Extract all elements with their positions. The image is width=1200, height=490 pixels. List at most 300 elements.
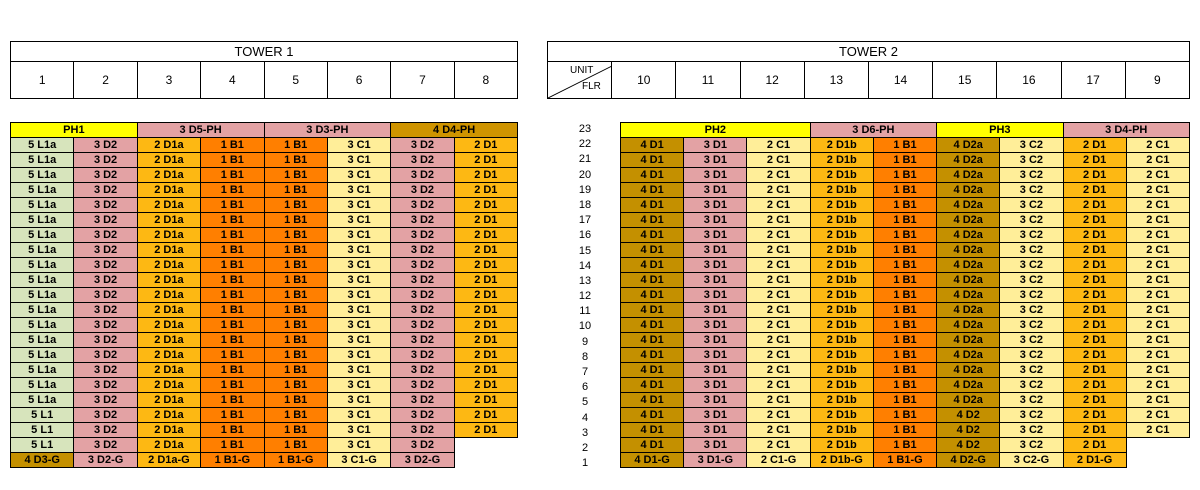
- unit-cell: 2 D1: [1063, 348, 1126, 363]
- floor-row: [621, 183, 1190, 198]
- unit-cell: 2 D1b: [810, 303, 873, 318]
- unit-cell: 1 B1: [873, 363, 936, 378]
- floor-number: 10: [578, 320, 592, 333]
- unit-cell: 2 D1b: [810, 363, 873, 378]
- unit-cell: 3 C2: [1000, 168, 1063, 183]
- unit-cell: 2 C1: [747, 213, 810, 228]
- unit-cell: 2 D1: [1063, 183, 1126, 198]
- unit-cell: 2 C1-G: [747, 453, 810, 468]
- unit-cell: 2 D1b-G: [810, 453, 873, 468]
- unit-cell: 2 D1: [454, 363, 517, 378]
- unit-cell: 5 L1a: [11, 348, 74, 363]
- floor-number: 13: [578, 274, 592, 287]
- unit-cell: 3 D2: [391, 198, 454, 213]
- floor-number: 20: [578, 168, 592, 181]
- unit-cell: 4 D1: [621, 213, 684, 228]
- unit-cell: 2 D1a: [137, 198, 200, 213]
- unit-cell: 2 D1: [1063, 168, 1126, 183]
- unit-cell: 3 D2: [391, 303, 454, 318]
- floor-number: 6: [581, 381, 589, 394]
- unit-cell: 1 B1: [873, 168, 936, 183]
- tower1-unit-grid: [10, 122, 518, 468]
- unit-cell: 1 B1: [873, 393, 936, 408]
- unit-cell: 2 D1b: [810, 273, 873, 288]
- unit-cell: 3 C1: [327, 348, 390, 363]
- floor-row: [11, 213, 518, 228]
- floor-row: [11, 423, 518, 438]
- unit-cell: 1 B1: [264, 288, 327, 303]
- unit-cell: 3 D2: [74, 273, 137, 288]
- unit-cell: 2 D1: [1063, 303, 1126, 318]
- unit-cell: 2 D1a: [137, 423, 200, 438]
- unit-cell: 3 C2: [1000, 348, 1063, 363]
- floor-number: 14: [578, 259, 592, 272]
- unit-cell: 3 D2: [391, 273, 454, 288]
- floor-row: [621, 348, 1190, 363]
- unit-group-header: 3 D4-PH: [1063, 123, 1189, 138]
- unit-cell: 3 C2: [1000, 273, 1063, 288]
- unit-cell: 5 L1a: [11, 153, 74, 168]
- unit-cell: 2 D1: [1063, 243, 1126, 258]
- unit-cell: 1 B1: [873, 303, 936, 318]
- empty-cell: [454, 453, 517, 468]
- unit-cell: 1 B1: [201, 288, 264, 303]
- unit-cell: 3 D1-G: [684, 453, 747, 468]
- unit-cell: 1 B1: [201, 348, 264, 363]
- unit-cell: 1 B1: [264, 243, 327, 258]
- unit-cell: 4 D2a: [937, 198, 1000, 213]
- unit-cell: 2 C1: [1126, 348, 1189, 363]
- unit-cell: 1 B1: [264, 318, 327, 333]
- unit-cell: 1 B1: [873, 438, 936, 453]
- floor-row: [11, 243, 518, 258]
- tower1-header: [10, 41, 518, 99]
- unit-cell: 3 C1: [327, 273, 390, 288]
- unit-cell: 3 D1: [684, 243, 747, 258]
- floor-row: [11, 408, 518, 423]
- floor-number: 7: [581, 366, 589, 378]
- unit-cell: 2 D1b: [810, 258, 873, 273]
- unit-cell: 3 D2: [391, 348, 454, 363]
- unit-cell: 3 D1: [684, 258, 747, 273]
- floor-row: [11, 273, 518, 288]
- unit-group-header: 4 D4-PH: [391, 123, 518, 138]
- unit-cell: 1 B1: [873, 153, 936, 168]
- empty-cell: [454, 438, 517, 453]
- unit-cell: 3 C1: [327, 153, 390, 168]
- tower1-column-number: 4: [201, 62, 264, 99]
- unit-cell: 2 D1: [454, 198, 517, 213]
- unit-cell: 1 B1: [873, 318, 936, 333]
- unit-cell: 3 D2: [391, 423, 454, 438]
- unit-cell: 5 L1a: [11, 318, 74, 333]
- unit-cell: 3 C2: [1000, 423, 1063, 438]
- unit-cell: 2 C1: [747, 258, 810, 273]
- unit-cell: 1 B1: [873, 213, 936, 228]
- unit-cell: 4 D1: [621, 258, 684, 273]
- unit-cell: 5 L1a: [11, 393, 74, 408]
- unit-cell: 3 D2: [74, 183, 137, 198]
- unit-group-header: PH2: [621, 123, 811, 138]
- unit-cell: 4 D2a: [937, 378, 1000, 393]
- floor-row: [11, 453, 518, 468]
- unit-cell: 2 C1: [1126, 423, 1189, 438]
- unit-floor-corner: [548, 62, 612, 99]
- unit-cell: 1 B1: [201, 438, 264, 453]
- unit-cell: 3 D2: [74, 258, 137, 273]
- unit-cell: 2 C1: [747, 168, 810, 183]
- unit-cell: 1 B1: [873, 348, 936, 363]
- unit-cell: 3 D1: [684, 153, 747, 168]
- unit-cell: 2 C1: [1126, 258, 1189, 273]
- unit-cell: 4 D2a: [937, 183, 1000, 198]
- unit-cell: 3 C2: [1000, 288, 1063, 303]
- floor-number: 21: [578, 153, 592, 166]
- unit-cell: 5 L1a: [11, 168, 74, 183]
- unit-cell: 1 B1: [201, 318, 264, 333]
- unit-cell: 3 D1: [684, 348, 747, 363]
- floor-number: 18: [578, 198, 592, 211]
- unit-cell: 4 D2a: [937, 393, 1000, 408]
- unit-cell: 2 C1: [747, 243, 810, 258]
- unit-cell: 3 D2: [391, 153, 454, 168]
- unit-cell: 2 D1a: [137, 378, 200, 393]
- unit-cell: 3 C1: [327, 213, 390, 228]
- unit-cell: 1 B1: [264, 228, 327, 243]
- unit-cell: 3 D1: [684, 333, 747, 348]
- unit-cell: 2 D1: [1063, 273, 1126, 288]
- unit-cell: 2 C1: [1126, 408, 1189, 423]
- unit-cell: 3 D2: [74, 198, 137, 213]
- unit-cell: 2 D1: [1063, 408, 1126, 423]
- unit-cell: 3 D1: [684, 288, 747, 303]
- unit-cell: 4 D1: [621, 363, 684, 378]
- unit-cell: 1 B1: [873, 138, 936, 153]
- floor-number: 1: [581, 457, 589, 470]
- floor-number: 9: [581, 335, 589, 348]
- unit-cell: 1 B1: [873, 423, 936, 438]
- tower2-column-number: 10: [612, 62, 676, 99]
- unit-cell: 1 B1-G: [264, 453, 327, 468]
- unit-cell: 4 D1: [621, 273, 684, 288]
- floor-row: [11, 393, 518, 408]
- unit-cell: 1 B1-G: [201, 453, 264, 468]
- unit-cell: 3 C1: [327, 288, 390, 303]
- floor-number: 12: [578, 290, 592, 303]
- unit-cell: 3 C2: [1000, 318, 1063, 333]
- unit-cell: 2 D1: [454, 333, 517, 348]
- unit-cell: 4 D2a: [937, 348, 1000, 363]
- floor-row: [11, 318, 518, 333]
- unit-cell: 3 D2: [74, 213, 137, 228]
- unit-cell: 2 D1-G: [1063, 453, 1126, 468]
- floor-row: [621, 393, 1190, 408]
- unit-cell: 3 D2: [391, 213, 454, 228]
- floor-number: 19: [578, 183, 592, 196]
- unit-cell: 2 C1: [747, 138, 810, 153]
- corner-flr-label: FLR: [582, 81, 601, 92]
- unit-cell: 2 D1b: [810, 183, 873, 198]
- unit-cell: 5 L1a: [11, 303, 74, 318]
- unit-cell: 4 D1: [621, 138, 684, 153]
- unit-cell: 3 C1: [327, 243, 390, 258]
- unit-cell: 3 C2: [1000, 183, 1063, 198]
- floor-row: [621, 168, 1190, 183]
- unit-cell: 3 D1: [684, 378, 747, 393]
- unit-cell: 4 D1-G: [621, 453, 684, 468]
- unit-cell: 4 D1: [621, 243, 684, 258]
- unit-cell: 3 C2: [1000, 153, 1063, 168]
- unit-cell: 4 D2a: [937, 258, 1000, 273]
- unit-cell: 1 B1: [873, 198, 936, 213]
- unit-cell: 3 C1: [327, 318, 390, 333]
- unit-cell: 2 D1b: [810, 228, 873, 243]
- unit-cell: 2 D1a: [137, 348, 200, 363]
- unit-cell: 1 B1: [264, 258, 327, 273]
- unit-cell: 2 D1: [1063, 213, 1126, 228]
- tower1-column-number: 2: [74, 62, 137, 99]
- unit-cell: 3 D1: [684, 318, 747, 333]
- unit-cell: 3 D1: [684, 393, 747, 408]
- unit-cell: 3 C1: [327, 378, 390, 393]
- unit-cell: 1 B1: [264, 393, 327, 408]
- unit-cell: 2 D1a: [137, 303, 200, 318]
- unit-cell: 4 D1: [621, 228, 684, 243]
- unit-cell: 4 D1: [621, 378, 684, 393]
- unit-cell: 3 C2: [1000, 363, 1063, 378]
- unit-cell: 5 L1a: [11, 138, 74, 153]
- unit-cell: 2 C1: [747, 198, 810, 213]
- tower2-unit-grid: [620, 122, 1190, 468]
- floor-number: 23: [578, 123, 592, 135]
- unit-cell: 4 D1: [621, 408, 684, 423]
- tower2-column-number: 14: [868, 62, 932, 99]
- unit-cell: 2 C1: [1126, 228, 1189, 243]
- floor-row: [621, 258, 1190, 273]
- unit-cell: 5 L1a: [11, 288, 74, 303]
- unit-cell: 2 D1b: [810, 348, 873, 363]
- unit-cell: 4 D1: [621, 318, 684, 333]
- unit-cell: 3 D2: [391, 438, 454, 453]
- unit-cell: 2 C1: [1126, 393, 1189, 408]
- floor-number: 8: [581, 350, 589, 363]
- unit-cell: 4 D1: [621, 153, 684, 168]
- corner-unit-label: UNIT: [570, 65, 594, 76]
- unit-cell: 1 B1: [201, 363, 264, 378]
- unit-cell: 1 B1: [264, 183, 327, 198]
- unit-cell: 1 B1: [264, 138, 327, 153]
- unit-cell: 4 D2a: [937, 288, 1000, 303]
- floor-row: [11, 168, 518, 183]
- unit-cell: 5 L1: [11, 438, 74, 453]
- unit-cell: 4 D2a: [937, 153, 1000, 168]
- floor-row: [621, 438, 1190, 453]
- floor-row: [11, 198, 518, 213]
- unit-cell: 2 D1b: [810, 168, 873, 183]
- unit-cell: 2 D1: [454, 168, 517, 183]
- unit-cell: 5 L1a: [11, 273, 74, 288]
- unit-cell: 3 C1: [327, 258, 390, 273]
- unit-cell: 2 D1a: [137, 408, 200, 423]
- unit-cell: 3 D2: [74, 138, 137, 153]
- unit-cell: 4 D2a: [937, 228, 1000, 243]
- unit-cell: 1 B1: [201, 213, 264, 228]
- unit-cell: 4 D1: [621, 303, 684, 318]
- floor-row: [621, 318, 1190, 333]
- unit-cell: 2 C1: [1126, 288, 1189, 303]
- tower2-column-number: 9: [1125, 62, 1189, 99]
- unit-cell: 4 D2: [937, 408, 1000, 423]
- unit-cell: 1 B1: [264, 213, 327, 228]
- unit-cell: 3 D2: [391, 378, 454, 393]
- tower1-column-number: 1: [11, 62, 74, 99]
- floor-row: [11, 228, 518, 243]
- floor-row: [621, 228, 1190, 243]
- unit-cell: 3 D2: [391, 408, 454, 423]
- unit-cell: 1 B1: [873, 273, 936, 288]
- unit-cell: 2 C1: [747, 273, 810, 288]
- unit-cell: 1 B1: [201, 138, 264, 153]
- unit-cell: 4 D2a: [937, 363, 1000, 378]
- unit-cell: 2 C1: [1126, 183, 1189, 198]
- unit-cell: 1 B1: [873, 408, 936, 423]
- unit-cell: 1 B1: [873, 228, 936, 243]
- unit-cell: 1 B1: [264, 273, 327, 288]
- unit-cell: 1 B1: [873, 333, 936, 348]
- unit-cell: 1 B1: [873, 288, 936, 303]
- unit-cell: 4 D2: [937, 423, 1000, 438]
- floor-row: [11, 258, 518, 273]
- unit-cell: 2 D1: [454, 288, 517, 303]
- unit-cell: 1 B1: [264, 423, 327, 438]
- unit-cell: 2 D1: [1063, 318, 1126, 333]
- floor-number: 5: [581, 396, 589, 409]
- tower2-title: TOWER 2: [548, 42, 1190, 62]
- unit-cell: 4 D1: [621, 333, 684, 348]
- floor-row: [11, 138, 518, 153]
- unit-cell: 3 D1: [684, 198, 747, 213]
- unit-cell: 3 D1: [684, 228, 747, 243]
- unit-cell: 3 C1: [327, 438, 390, 453]
- unit-cell: 3 D2: [74, 348, 137, 363]
- floor-row: [11, 288, 518, 303]
- floor-number: 22: [578, 138, 592, 151]
- unit-cell: 5 L1a: [11, 363, 74, 378]
- unit-cell: 3 D2: [74, 378, 137, 393]
- unit-cell: 2 D1: [1063, 333, 1126, 348]
- unit-cell: 4 D1: [621, 423, 684, 438]
- unit-cell: 3 D1: [684, 183, 747, 198]
- unit-cell: 2 D1: [1063, 378, 1126, 393]
- unit-cell: 2 D1a: [137, 153, 200, 168]
- unit-group-header: PH1: [11, 123, 138, 138]
- unit-cell: 2 D1a: [137, 258, 200, 273]
- unit-cell: 3 D2: [391, 333, 454, 348]
- tower2-column-number: 17: [1061, 62, 1125, 99]
- unit-cell: 2 D1a: [137, 213, 200, 228]
- unit-cell: 2 D1: [454, 138, 517, 153]
- unit-cell: 3 D2: [391, 318, 454, 333]
- unit-cell: 2 D1a: [137, 393, 200, 408]
- unit-group-row: [11, 123, 518, 138]
- unit-cell: 1 B1: [264, 363, 327, 378]
- unit-cell: 3 D2: [391, 288, 454, 303]
- unit-cell: 3 D2: [74, 228, 137, 243]
- unit-cell: 4 D2-G: [937, 453, 1000, 468]
- unit-cell: 2 C1: [747, 363, 810, 378]
- unit-cell: 2 D1b: [810, 288, 873, 303]
- unit-cell: 3 C2: [1000, 393, 1063, 408]
- unit-cell: 1 B1: [201, 243, 264, 258]
- unit-cell: 2 D1a: [137, 168, 200, 183]
- unit-cell: 2 C1: [1126, 243, 1189, 258]
- unit-cell: 2 C1: [747, 348, 810, 363]
- unit-cell: 4 D2a: [937, 303, 1000, 318]
- unit-cell: 2 C1: [747, 408, 810, 423]
- unit-cell: 3 D2: [74, 438, 137, 453]
- unit-cell: 2 D1: [1063, 288, 1126, 303]
- floor-number: 15: [578, 244, 592, 257]
- unit-cell: 1 B1: [873, 183, 936, 198]
- unit-group-row: [621, 123, 1190, 138]
- tower1-column-number: 6: [327, 62, 390, 99]
- floor-number: 16: [578, 229, 592, 242]
- unit-cell: 3 C1-G: [327, 453, 390, 468]
- unit-cell: 3 D2: [74, 303, 137, 318]
- floor-number: 11: [579, 305, 591, 318]
- floor-labels: [560, 122, 610, 471]
- unit-cell: 1 B1: [201, 153, 264, 168]
- unit-cell: 1 B1: [201, 168, 264, 183]
- unit-group-header: 3 D3-PH: [264, 123, 391, 138]
- unit-group-header: 3 D6-PH: [810, 123, 936, 138]
- unit-cell: 3 C2: [1000, 303, 1063, 318]
- unit-cell: 2 D1: [1063, 363, 1126, 378]
- unit-cell: 4 D2a: [937, 243, 1000, 258]
- unit-cell: 2 D1a: [137, 318, 200, 333]
- unit-cell: 2 C1: [1126, 273, 1189, 288]
- unit-cell: 4 D2a: [937, 168, 1000, 183]
- unit-cell: 3 C2: [1000, 408, 1063, 423]
- unit-cell: 2 D1: [454, 213, 517, 228]
- unit-cell: 1 B1: [264, 168, 327, 183]
- unit-cell: 3 D2-G: [391, 453, 454, 468]
- unit-cell: 2 D1a: [137, 228, 200, 243]
- unit-cell: 2 D1: [454, 153, 517, 168]
- unit-cell: 2 D1b: [810, 393, 873, 408]
- unit-cell: 3 D2: [391, 393, 454, 408]
- unit-cell: 3 C2: [1000, 213, 1063, 228]
- unit-cell: 1 B1: [201, 333, 264, 348]
- floor-row: [621, 243, 1190, 258]
- unit-cell: 2 D1: [454, 183, 517, 198]
- floor-row: [621, 378, 1190, 393]
- unit-cell: 3 D2-G: [74, 453, 137, 468]
- unit-cell: 1 B1: [264, 378, 327, 393]
- unit-cell: 2 D1: [1063, 438, 1126, 453]
- unit-cell: 2 D1b: [810, 213, 873, 228]
- unit-cell: 2 C1: [747, 393, 810, 408]
- unit-cell: 2 C1: [747, 183, 810, 198]
- unit-cell: 3 D1: [684, 363, 747, 378]
- tower1-column-number: 5: [264, 62, 327, 99]
- unit-cell: 3 D1: [684, 438, 747, 453]
- unit-cell: 4 D1: [621, 168, 684, 183]
- unit-cell: 2 D1: [454, 258, 517, 273]
- floor-row: [11, 333, 518, 348]
- unit-cell: 2 C1: [747, 378, 810, 393]
- empty-cell: [1126, 453, 1189, 468]
